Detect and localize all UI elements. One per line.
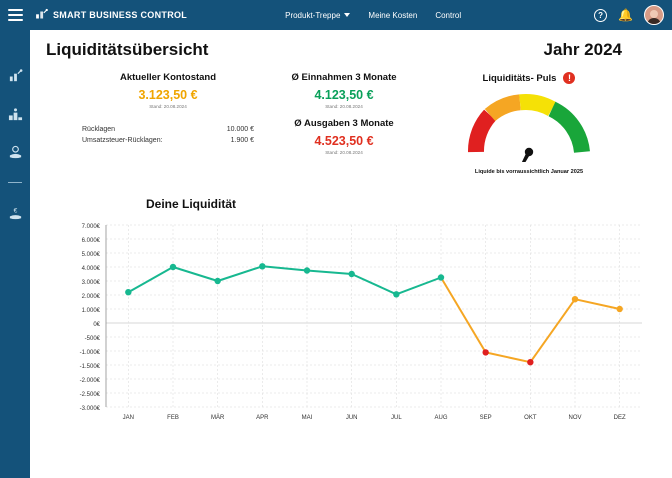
year-label: Jahr 2024 [543,40,622,59]
svg-text:0€: 0€ [93,322,100,328]
svg-text:JUL: JUL [390,415,402,421]
svg-text:€: € [13,207,17,215]
kpi-label: Ø Einnahmen 3 Monate [291,72,397,83]
liquidity-pulse-block [434,72,624,175]
sidebar-divider [8,182,22,183]
gauge-svg [464,90,594,162]
svg-text:AUG: AUG [434,415,448,421]
row-value: 1.900 € [230,137,254,144]
svg-text:-3.000€: -3.000€ [79,406,100,412]
topbar-actions [594,0,664,30]
svg-text:SEP: SEP [479,415,492,421]
chevron-down-icon [344,13,350,17]
svg-text:JAN: JAN [122,415,135,421]
status-badge: ! [563,72,575,84]
svg-text:OKT: OKT [524,415,537,421]
hamburger-menu-icon[interactable] [0,0,30,30]
svg-text:DEZ: DEZ [613,415,626,421]
svg-text:-1.500€: -1.500€ [79,364,100,370]
liquidity-chart [46,217,658,442]
reserves-list [82,126,254,144]
nav-item-meine-kosten[interactable] [368,11,417,20]
svg-text:5.000€: 5.000€ [81,252,100,258]
pulse-note: Liquide bis vorraussichtlich Januar 2025 [474,169,584,175]
brand-logo-icon [34,8,48,22]
svg-text:3.000€: 3.000€ [81,280,100,286]
bell-icon[interactable]: 🔔 [618,8,633,22]
row-value: 10.000 € [226,126,254,133]
nav-item-produkt-treppe[interactable] [285,11,350,20]
top-navigation-bar [0,0,672,30]
sidebar-item-hand-euro[interactable] [7,205,23,221]
row-label: Rücklagen [82,126,116,133]
gauge [464,90,594,167]
kpi-value: 3.123,50 € [138,88,198,102]
svg-text:NOV: NOV [568,415,582,421]
podium-icon [8,107,23,122]
avatar[interactable] [644,5,664,25]
nav-item-control[interactable] [435,11,461,20]
list-item [82,126,254,133]
brand[interactable] [34,8,187,22]
page-title: Liquiditätsübersicht [46,40,209,59]
list-item [82,137,254,144]
kpi-stand: Stand: 20.08.2024 [149,104,187,109]
hand-euro-icon [8,206,23,221]
svg-text:-1.000€: -1.000€ [79,350,100,356]
pulse-header [434,72,624,84]
svg-text:1.000€: 1.000€ [81,308,100,314]
sidebar-item-chart-growth[interactable] [7,68,23,84]
kpi-kontostand-block [46,72,254,148]
kpi-label: Aktueller Kontostand [119,72,217,83]
brand-title: SMART BUSINESS CONTROL [53,10,188,20]
chart-growth-icon [8,69,23,84]
kpi-stand: Stand: 20.08.2024 [325,150,363,155]
hand-coins-icon [8,145,23,160]
sidebar-item-podium[interactable] [7,106,23,122]
nav-item-label: Produkt-Treppe [285,10,341,20]
svg-text:FEB: FEB [167,415,179,421]
main-content [30,30,672,478]
svg-text:-500€: -500€ [84,336,100,342]
kpi-stand: Stand: 20.08.2024 [325,104,363,109]
kpi-row [46,72,656,175]
kpi-ausgaben [254,118,434,155]
sidebar [0,30,30,478]
svg-text:JUN: JUN [345,415,358,421]
kpi-value: 4.523,50 € [314,134,374,148]
chart-svg [46,217,658,442]
svg-text:2.000€: 2.000€ [81,294,100,300]
svg-text:APR: APR [256,415,269,421]
chart-title: Deine Liquidität [146,197,236,211]
kpi-income-expense-block [254,72,434,155]
svg-text:MAI: MAI [301,415,313,421]
nav-item-label: Control [435,10,462,20]
row-label: Umsatzsteuer-Rücklagen: [82,137,163,144]
kpi-value: 4.123,50 € [314,88,374,102]
nav-item-label: Meine Kosten [368,10,418,20]
header-row [46,40,656,60]
svg-text:-2.500€: -2.500€ [79,392,100,398]
svg-text:MÄR: MÄR [210,415,225,421]
svg-text:7.000€: 7.000€ [81,224,100,230]
svg-text:-2.000€: -2.000€ [79,378,100,384]
pulse-label: Liquiditäts- Puls [482,72,557,84]
sidebar-item-hand-coins[interactable] [7,144,23,160]
svg-text:6.000€: 6.000€ [81,238,100,244]
svg-text:4.000€: 4.000€ [81,266,100,272]
help-icon[interactable]: ? [594,9,607,22]
main-nav [285,11,461,20]
kpi-einnahmen [254,72,434,109]
kpi-label: Ø Ausgaben 3 Monate [294,118,394,129]
